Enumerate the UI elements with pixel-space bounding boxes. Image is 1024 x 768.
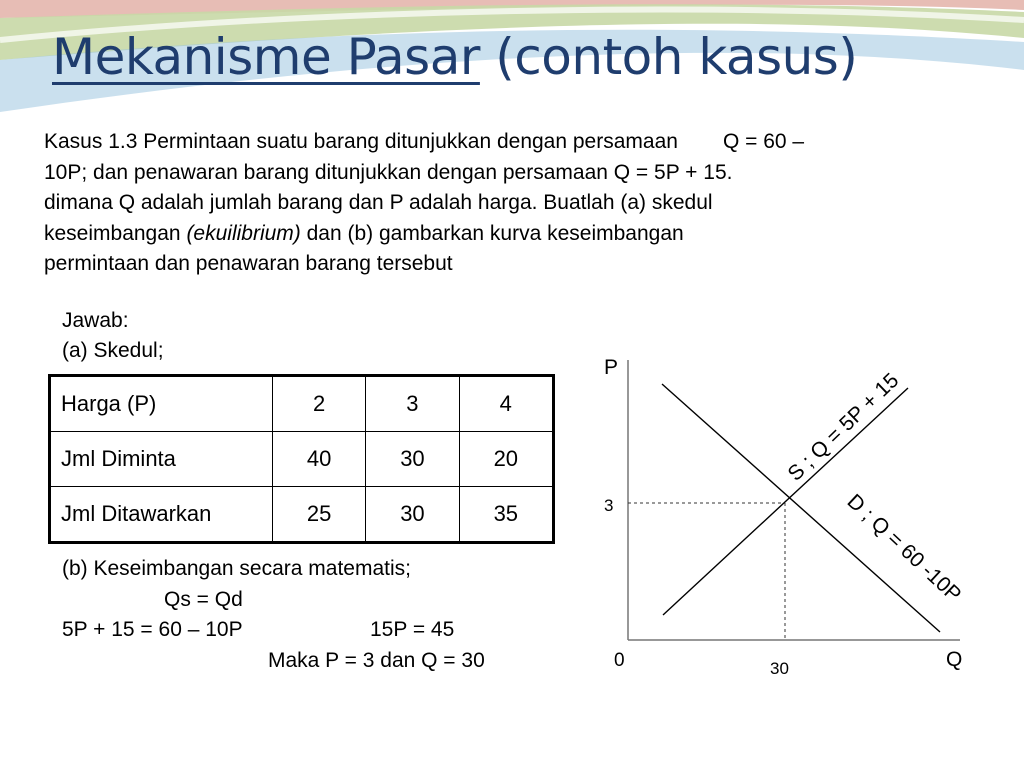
table-row: [50, 487, 554, 543]
problem-line-1a: Kasus 1.3 Permintaan suatu barang ditunjukkan dengan persamaan: [44, 130, 678, 153]
problem-line-4: [44, 219, 974, 250]
problem-line-1: [44, 127, 974, 158]
table-cell: 30: [366, 432, 459, 487]
table-cell: 30: [366, 487, 459, 543]
answer-label: Jawab:: [62, 309, 129, 332]
table-cell: 20: [459, 432, 553, 487]
answer-part-a: (a) Skedul;: [62, 339, 164, 362]
table-cell-label: Jml Diminta: [50, 432, 273, 487]
problem-line-3: dimana Q adalah jumlah barang dan P adalah harga. Buatlah (a) skedul: [44, 191, 713, 214]
slide-title-rest: (contoh kasus): [479, 28, 858, 86]
math-solution: [62, 554, 485, 676]
math-result-row: [62, 646, 485, 677]
problem-statement: [44, 127, 974, 280]
table-cell-label: Jml Ditawarkan: [50, 487, 273, 543]
table-cell: 35: [459, 487, 553, 543]
table-cell: 40: [272, 432, 365, 487]
table-cell: 4: [459, 376, 553, 432]
table-row: [50, 432, 554, 487]
math-result: Maka P = 3 dan Q = 30: [268, 648, 485, 672]
slide-title-underlined: Mekanisme Pasar: [52, 28, 480, 86]
math-eq2-row: [62, 615, 455, 646]
problem-line-2: 10P; dan penawaran barang ditunjukkan dengan persamaan Q = 5P + 15.: [44, 160, 733, 184]
schedule-table: [48, 374, 555, 544]
supply-demand-chart: [560, 340, 1020, 690]
problem-line-4a: keseimbangan: [44, 221, 187, 245]
demand-curve: [662, 384, 940, 632]
problem-line-1b: Q = 60 –: [722, 130, 805, 153]
y-axis-label: P: [604, 356, 619, 379]
math-eq2a: 5P + 15 = 60 – 10P: [62, 618, 243, 641]
problem-line-4-italic: (ekuilibrium): [186, 221, 301, 245]
math-eq2b: 15P = 45: [370, 618, 455, 641]
supply-curve-label: S ; Q = 5P + 15: [783, 368, 904, 486]
equilibrium-quantity-label: 30: [770, 659, 789, 678]
x-axis-label: Q: [946, 648, 963, 671]
math-part-b: (b) Keseimbangan secara matematis;: [62, 557, 411, 580]
origin-label: 0: [614, 650, 625, 671]
problem-line-5: permintaan dan penawaran barang tersebut: [44, 252, 453, 275]
equilibrium-price-label: 3: [604, 496, 614, 515]
table-cell-label: Harga (P): [50, 376, 273, 432]
demand-curve-label: D ; Q = 60 -10P: [842, 489, 966, 607]
answer-block: [62, 306, 164, 366]
table-cell: 3: [366, 376, 459, 432]
slide-title: [52, 28, 857, 86]
math-eq1-row: [62, 585, 411, 616]
table-cell: 25: [272, 487, 365, 543]
table-cell: 2: [272, 376, 365, 432]
math-eq1: Qs = Qd: [164, 587, 243, 611]
table-row: [50, 376, 554, 432]
problem-line-4b: dan (b) gambarkan kurva keseimbangan: [300, 221, 684, 245]
